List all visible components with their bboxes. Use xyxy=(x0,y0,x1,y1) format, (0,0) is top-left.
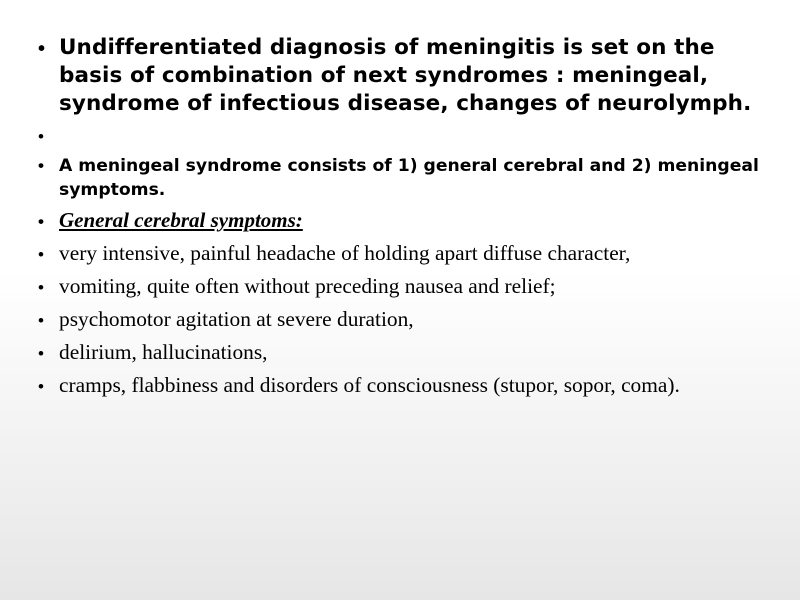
bullet-dot: • xyxy=(38,212,44,231)
bullet-dot: • xyxy=(38,156,44,175)
bullet-text-delirium: delirium, hallucinations, xyxy=(59,340,268,364)
bullet-text-general-cerebral-heading: General cerebral symptoms: xyxy=(59,208,303,232)
bullet-item-general-cerebral-heading xyxy=(38,208,768,233)
bullet-item-cramps xyxy=(38,373,768,398)
bullet-item-diagnosis xyxy=(38,34,768,118)
bullet-text-agitation: psychomotor agitation at severe duration, xyxy=(59,307,414,331)
bullet-dot: • xyxy=(38,127,44,146)
bullet-dot: • xyxy=(38,311,44,330)
bullet-item-vomiting xyxy=(38,274,768,299)
bullet-text-cramps: cramps, flabbiness and disorders of consciousness (stupor, sopor, coma). xyxy=(59,373,680,397)
bullet-dot: • xyxy=(38,344,44,363)
bullet-item-meningeal-syndrome xyxy=(38,154,768,202)
bullet-text-vomiting: vomiting, quite often without preceding nausea and relief; xyxy=(59,274,556,298)
bullet-text-headache: very intensive, painful headache of holding apart diffuse character, xyxy=(59,241,631,265)
bullet-text-meningeal-syndrome: A meningeal syndrome consists of 1) general cerebral and 2) meningeal symptoms. xyxy=(59,156,759,200)
bullet-dot: • xyxy=(38,245,44,264)
bullet-item-headache xyxy=(38,241,768,266)
bullet-dot: • xyxy=(38,38,46,60)
bullet-item-delirium xyxy=(38,340,768,365)
bullet-item-empty xyxy=(38,124,768,148)
bullet-text-diagnosis: Undifferentiated diagnosis of meningitis is set on the basis of combination of next syndromes : meningeal, syndrome of infectious disease, changes of neurolymph. xyxy=(59,35,752,116)
bullet-list xyxy=(38,34,768,398)
bullet-dot: • xyxy=(38,377,44,396)
bullet-item-agitation xyxy=(38,307,768,332)
bullet-dot: • xyxy=(38,278,44,297)
